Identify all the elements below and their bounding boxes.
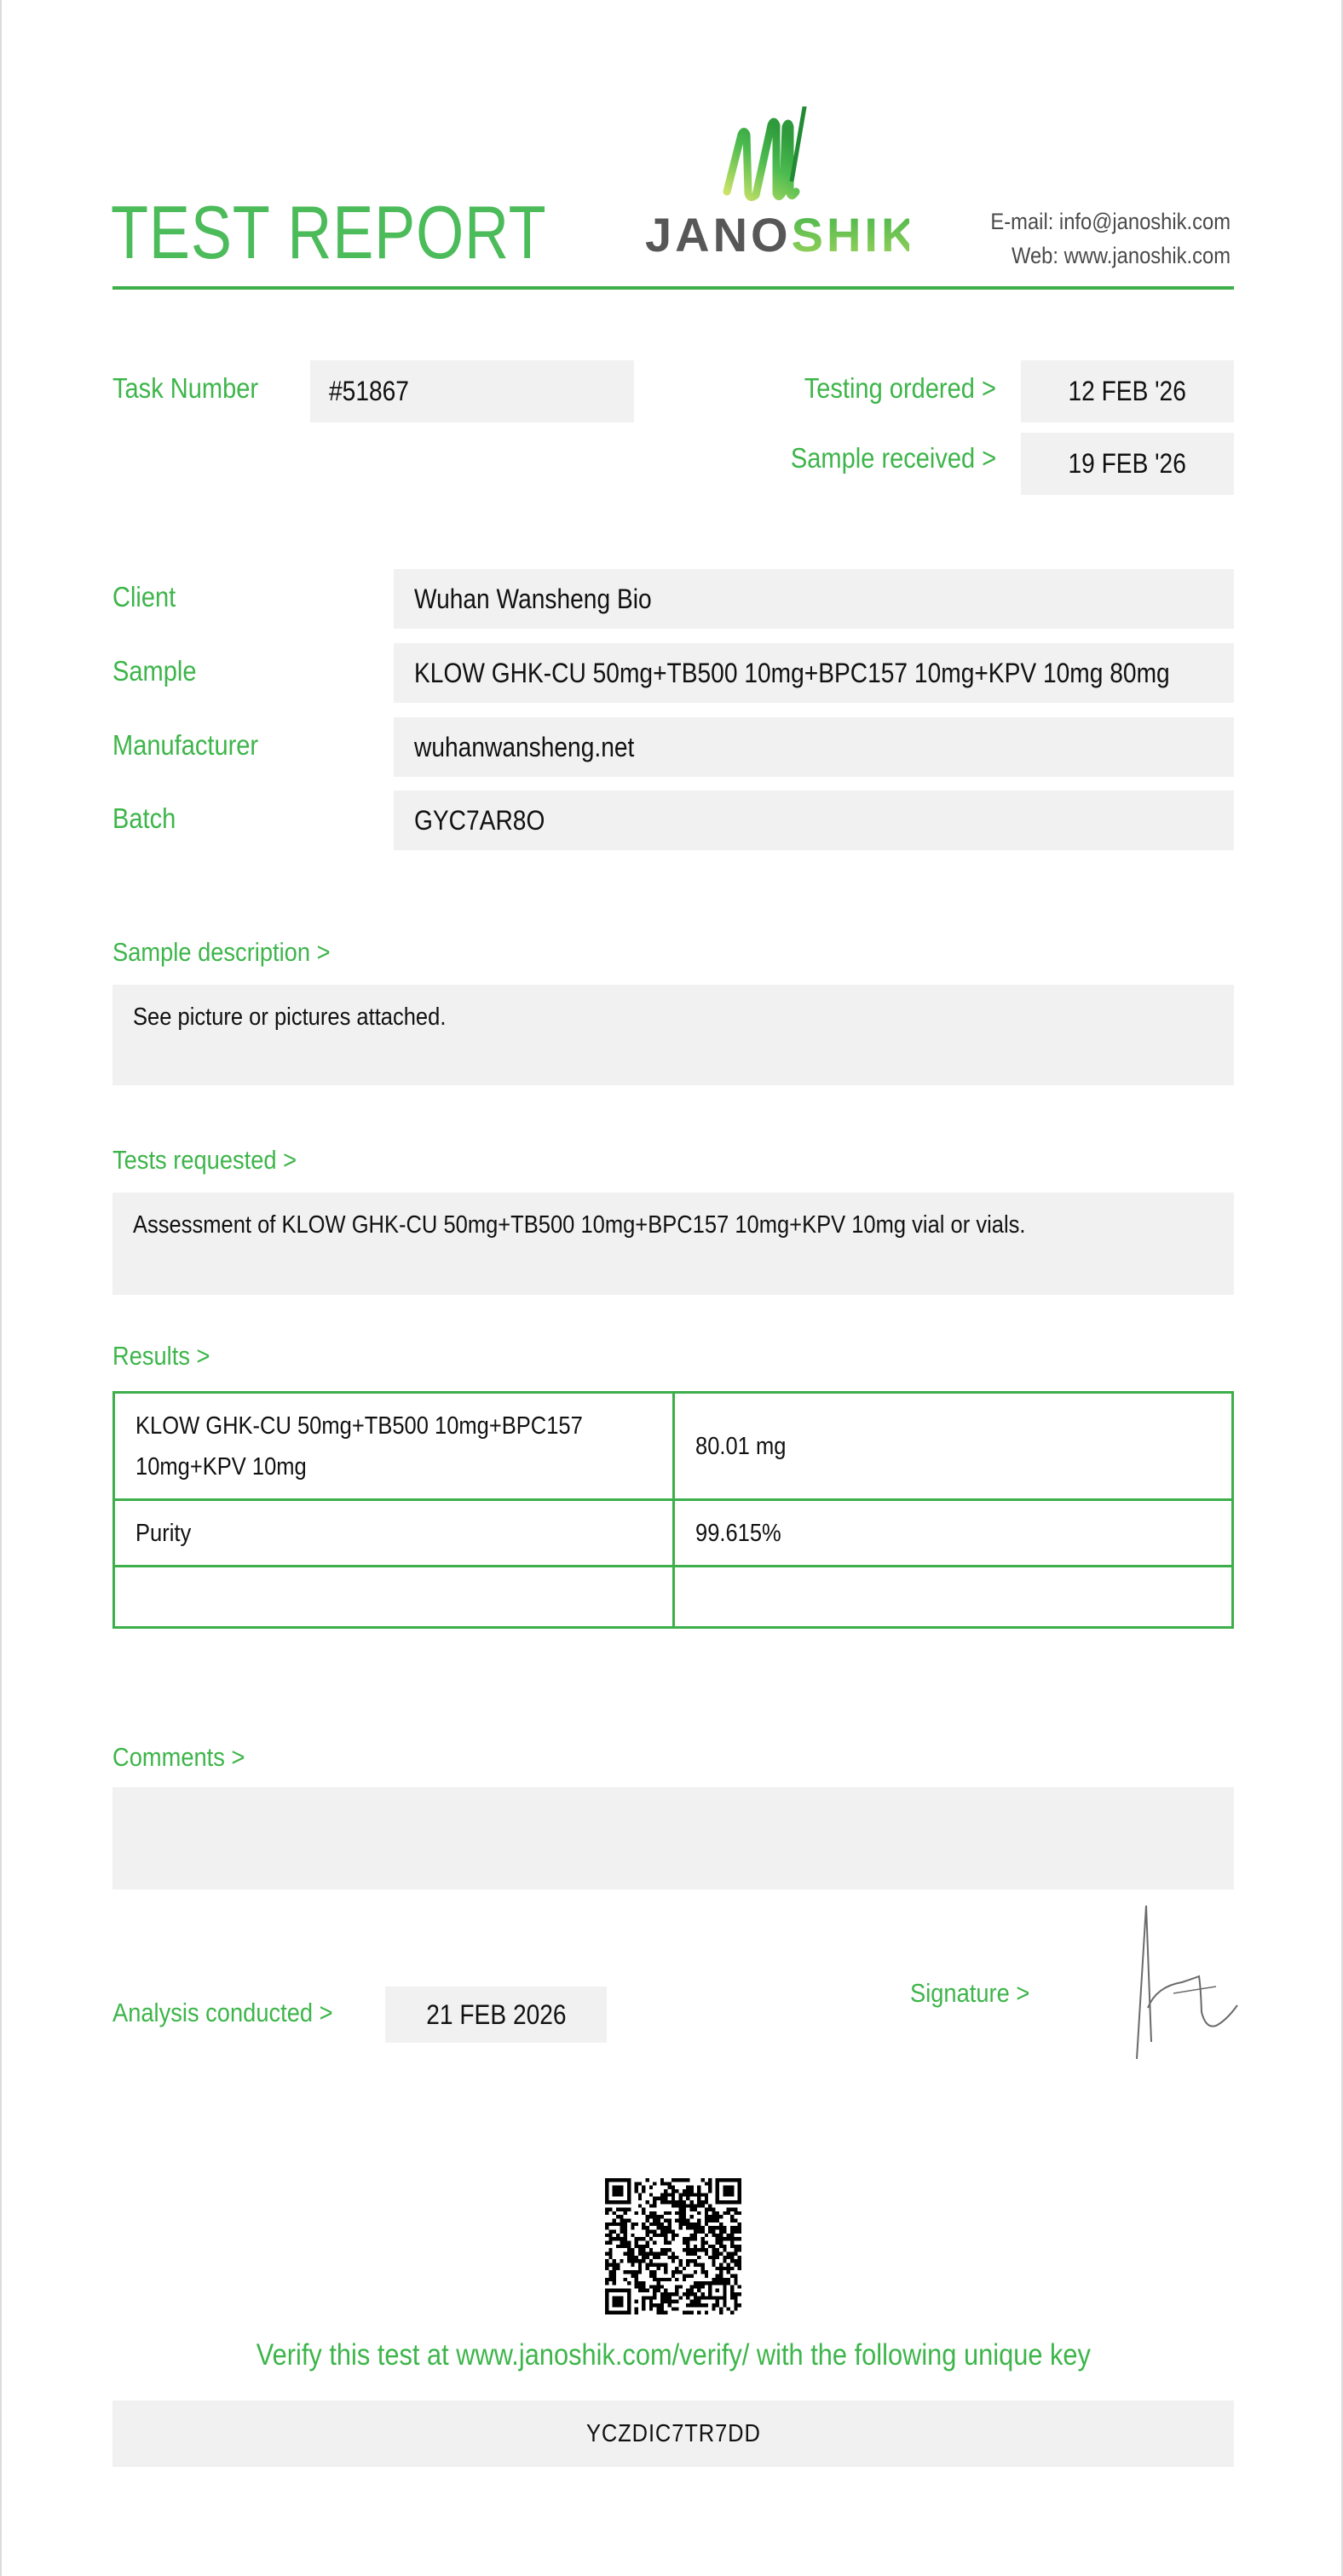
task-number-field (310, 360, 634, 423)
analysis-date-field (385, 1987, 607, 2043)
analysis-date-value: 21 FEB 2026 (425, 1998, 567, 2030)
contact-web: Web: www.janoshik.com (1011, 243, 1231, 268)
sample-description-text: See picture or pictures attached. (133, 1003, 447, 1031)
qr-code-icon (605, 2178, 741, 2314)
sample-received-value: 19 FEB '26 (1068, 448, 1187, 479)
task-number-label: Task Number (112, 372, 259, 404)
tests-requested-label: Tests requested > (112, 1145, 297, 1175)
result-name-cell: Purity (114, 1500, 674, 1567)
tests-requested-box (112, 1193, 1234, 1295)
result-name-cell: KLOW GHK-CU 50mg+TB500 10mg+BPC157 10mg+KPV 10mg (114, 1393, 674, 1500)
verification-qr-code[interactable] (605, 2178, 741, 2314)
logo-text-green: SHIK (791, 208, 909, 260)
sample-received-label: Sample received > (790, 442, 996, 474)
verification-key-value: YCZDIC7TR7DD (585, 2419, 761, 2447)
comments-box (112, 1787, 1234, 1889)
client-field (394, 569, 1234, 629)
task-number-value: #51867 (329, 376, 409, 406)
report-title: TEST REPORT (111, 190, 547, 274)
sample-field (394, 643, 1234, 703)
sample-description-box (112, 985, 1234, 1085)
results-row (114, 1500, 1233, 1567)
batch-label: Batch (112, 802, 176, 834)
client-value: Wuhan Wansheng Bio (414, 583, 652, 614)
results-row (114, 1567, 1233, 1628)
result-value-cell (673, 1567, 1233, 1628)
analysis-conducted-label: Analysis conducted > (112, 1998, 333, 2027)
result-name-cell (114, 1567, 674, 1628)
comments-label: Comments > (112, 1742, 245, 1772)
svg-text:JANOSHIK (645, 208, 909, 260)
contact-email: E-mail: info@janoshik.com (990, 209, 1231, 234)
batch-field (394, 791, 1234, 850)
client-label: Client (112, 581, 176, 612)
signature-label: Signature > (910, 1978, 1030, 2008)
tests-requested-text: Assessment of KLOW GHK-CU 50mg+TB500 10mg+BPC157 10mg+KPV 10mg vial or vials. (133, 1211, 1026, 1239)
verification-key-field[interactable] (112, 2401, 1234, 2467)
janoshik-logo (645, 106, 909, 260)
contact-info (958, 204, 1231, 273)
sample-description-label: Sample description > (112, 937, 331, 967)
results-label: Results > (112, 1341, 210, 1371)
verify-instructions: Verify this test at www.janoshik.com/verify/ with the following unique key (256, 2338, 1091, 2372)
batch-value: GYC7AR8O (414, 804, 545, 836)
testing-ordered-value: 12 FEB '26 (1068, 376, 1187, 406)
signature-icon (1131, 1901, 1242, 2067)
manufacturer-label: Manufacturer (112, 729, 259, 761)
results-table (112, 1391, 1234, 1629)
header-divider (112, 286, 1234, 290)
sample-label: Sample (112, 655, 197, 687)
signature-image (1131, 1901, 1242, 2067)
manufacturer-value: wuhanwansheng.net (414, 731, 635, 762)
results-row (114, 1393, 1233, 1500)
sample-received-field (1021, 433, 1234, 495)
logo-text-dark: JANO (645, 208, 792, 260)
result-value-cell: 99.615% (673, 1500, 1233, 1567)
sample-value: KLOW GHK-CU 50mg+TB500 10mg+BPC157 10mg+KPV 10mg 80mg (414, 657, 1170, 688)
janoshik-logo-icon (645, 106, 909, 260)
testing-ordered-field (1021, 360, 1234, 423)
testing-ordered-label: Testing ordered > (804, 372, 996, 404)
manufacturer-field (394, 717, 1234, 777)
result-value-cell: 80.01 mg (673, 1393, 1233, 1500)
